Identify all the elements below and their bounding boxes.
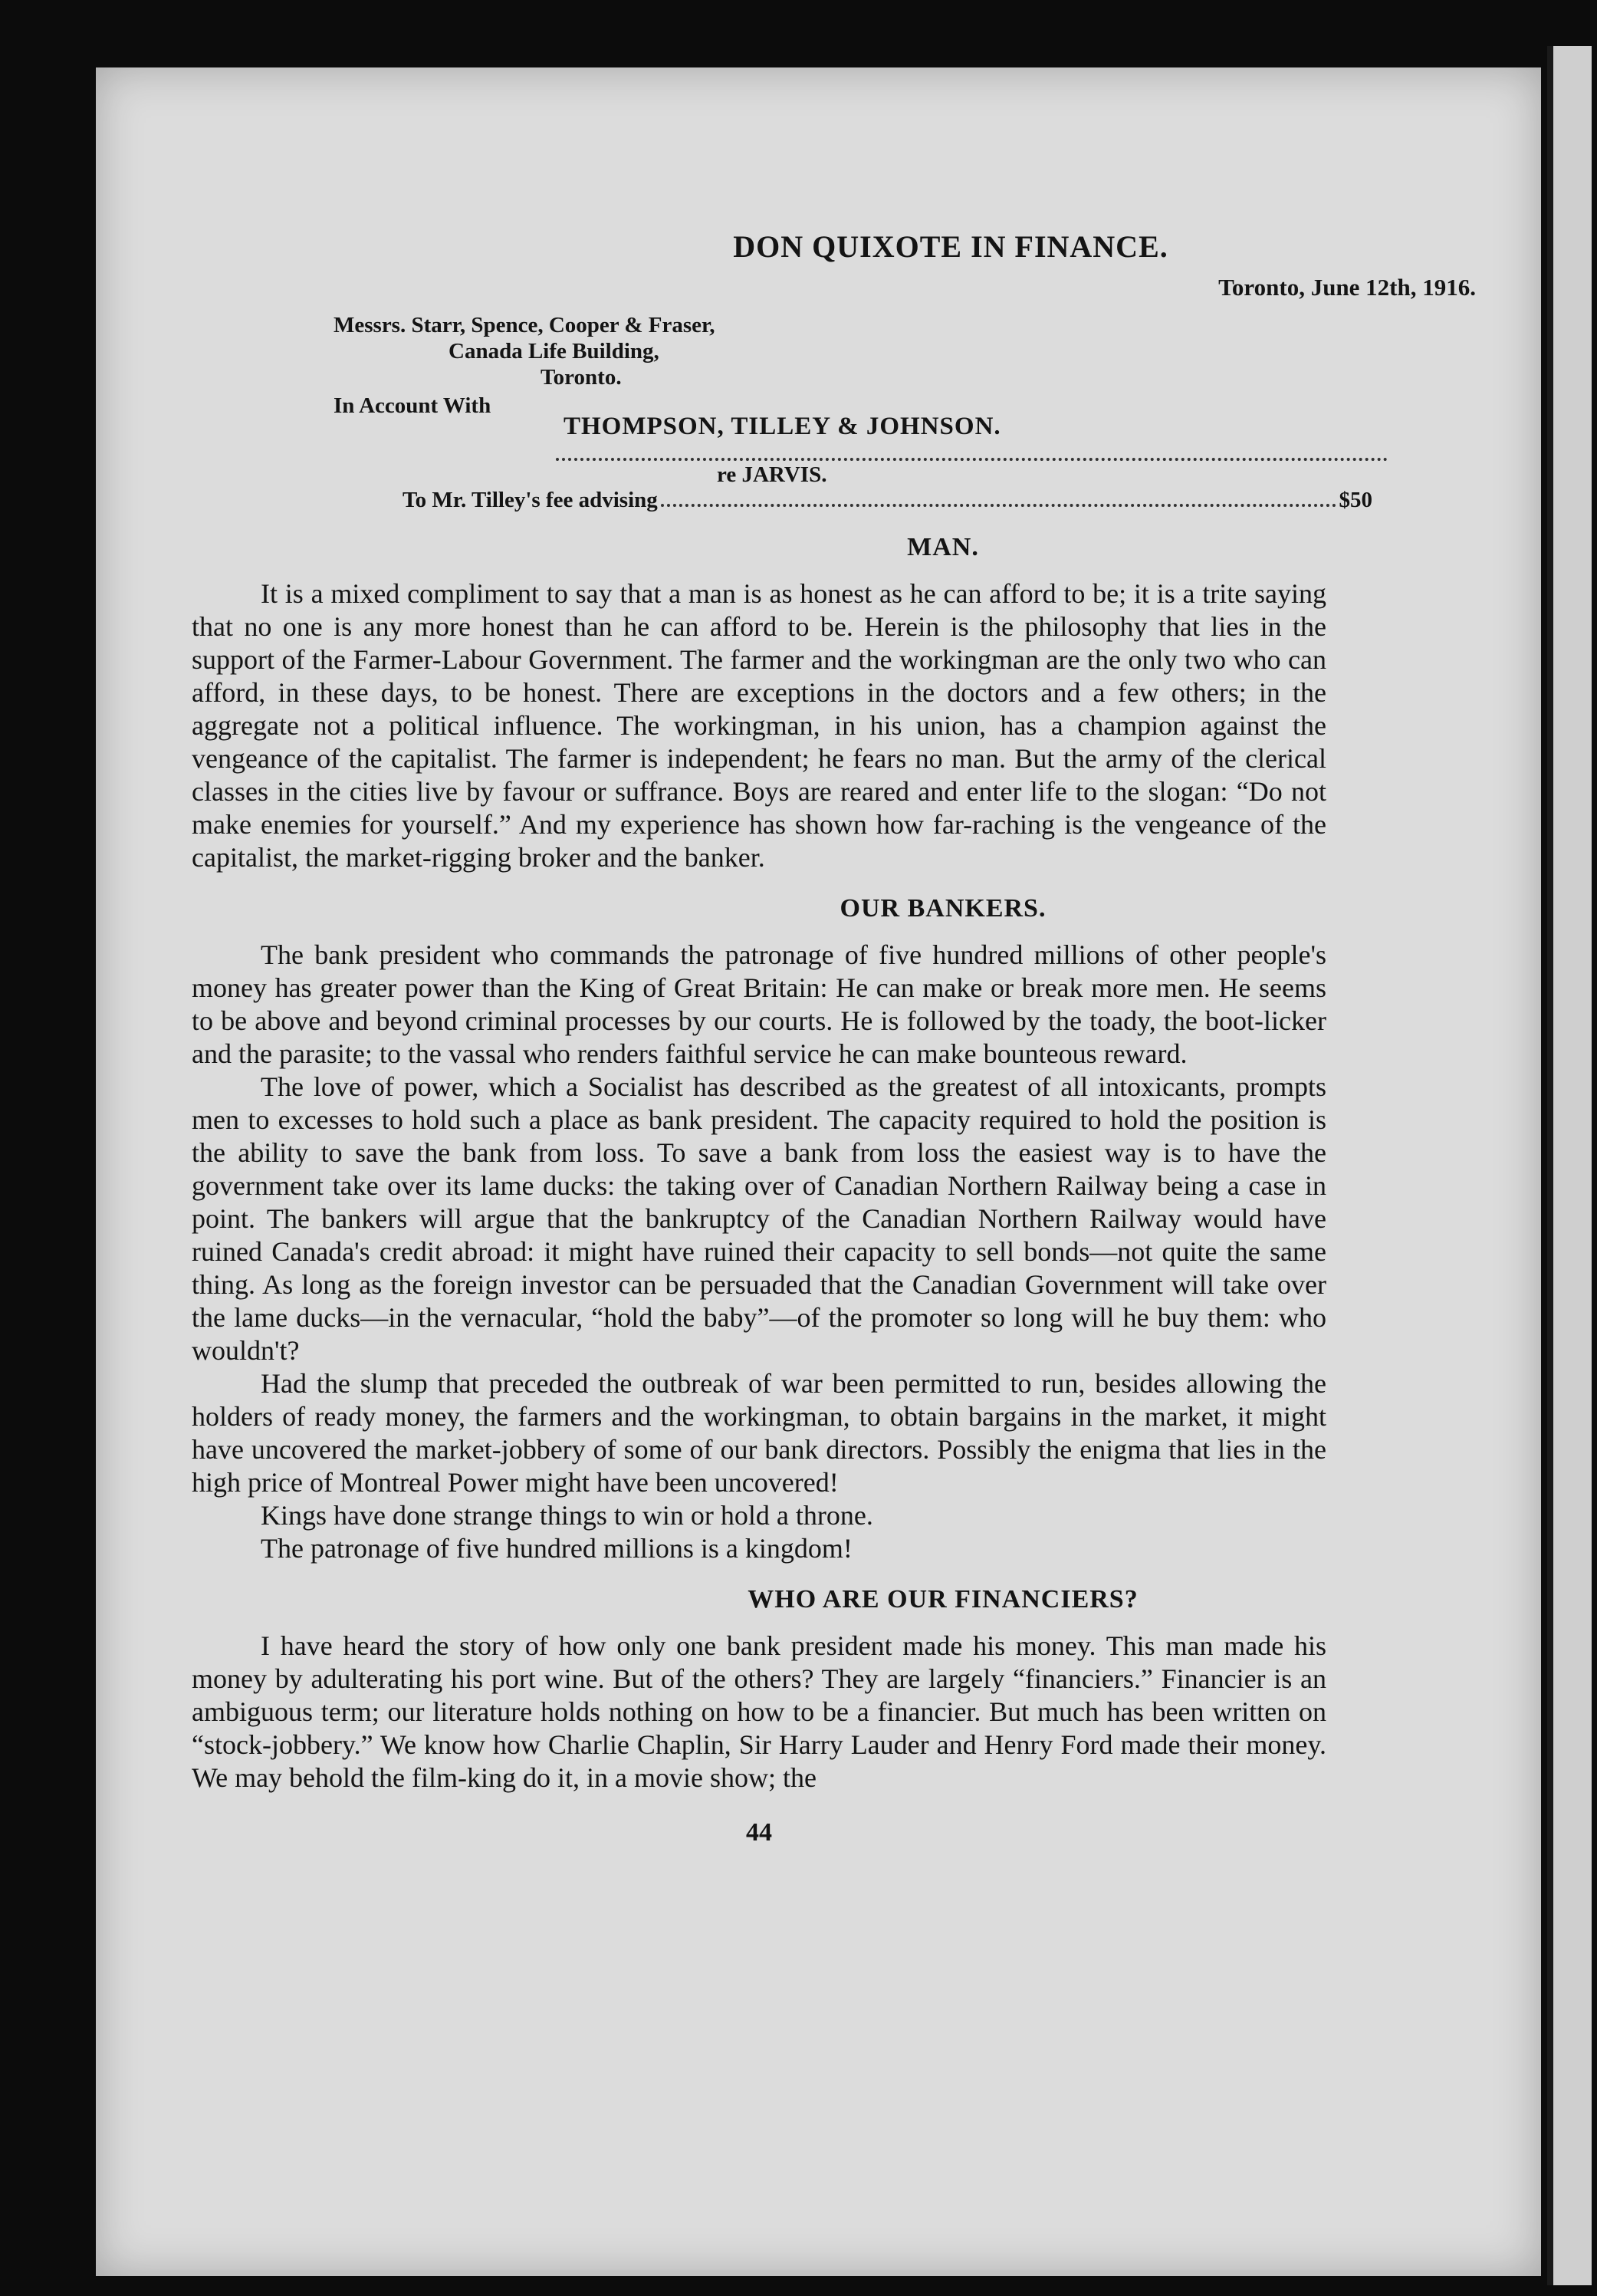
fee-label: To Mr. Tilley's fee advising [403, 488, 658, 512]
law-firm-name: THOMPSON, TILLEY & JOHNSON. [564, 413, 1001, 440]
in-account-with-label: In Account With [334, 393, 491, 418]
paragraph: It is a mixed compliment to say that a man is as honest as he can afford to be; it is a trite saying that no one is any more honest than he can afford to be. Herein is the philosophy that lies in the support of the Farmer-Labour Government. The farmer and the workingman are the only two who can afford, in these days, to be honest. There are exceptions in the doctors and a few others; in the aggregate not a political influence. The workingman, in his union, has a champion against the vengeance of the capitalist. The farmer is independent; he fears no man. But the army of the clerical classes in the cities live by favour or suffrance. Boys are reared and enter life to the slogan: “Do not make enemies for yourself.” And my experience has shown how far-raching is the vengeance of the capitalist, the market-rigging broker and the banker. [192, 578, 1326, 873]
page-title: DON QUIXOTE IN FINANCE. [733, 229, 1168, 264]
paragraph: Had the slump that preceded the outbreak of war been permitted to run, besides allowing the holders of ready money, the farmers and the workingman, to obtain bargains in the market, it might have uncovered the market-jobbery of some of our bank directors. Possibly the enigma that lies in the high price of Montreal Power might have been uncovered! [192, 1368, 1326, 1498]
fee-amount: $50 [1339, 488, 1372, 512]
page-number: 44 [746, 1818, 772, 1847]
section-body-who-are-our-financiers [192, 1630, 1326, 1849]
section-heading-man: MAN. [907, 533, 979, 561]
addressee-line: Canada Life Building, [449, 339, 659, 363]
document-page [96, 67, 1541, 2276]
paragraph: The patronage of five hundred millions is a kingdom! [261, 1533, 853, 1564]
next-page-edge [1547, 46, 1592, 2285]
section-body-man [192, 577, 1326, 874]
invoice-fee-row [403, 488, 1372, 513]
paragraph: The bank president who commands the patronage of five hundred millions of other people's money has greater power than the King of Great Britain: He can make or break more men. He seems to be above and beyond criminal processes by our courts. He is followed by the toady, the boot-licker and the parasite; to the vassal who renders faithful service he can make bounteous reward. [192, 939, 1326, 1069]
paragraph: I have heard the story of how only one bank president made his money. This man made his money by adulterating his port wine. But of the others? They are largely “financiers.” Financier is an ambiguous term; our literature holds nothing on how to be a financier. But much has been written on “stock-jobbery.” We know how Charlie Chaplin, Sir Harry Lauder and Henry Ford made their money. We may behold the film-king do it, in a movie show; the [192, 1630, 1326, 1793]
dotted-rule [556, 458, 1388, 461]
paragraph: The love of power, which a Socialist has described as the greatest of all intoxicants, prompts men to excesses to hold such a place as bank president. The capacity required to hold the position is the ability to save the bank from loss. To save a bank from loss the easiest way is to have the government take over its lame ducks: the taking over of Canadian Northern Railway being a case in point. The bankers will argue that the bankruptcy of the Canadian Northern Railway would have ruined Canada's credit abroad: it might have ruined their capacity to sell bonds—not quite the same thing. As long as the foreign investor can be persuaded that the Canadian Government will take over the lame ducks—in the vernacular, “hold the baby”—of the promoter so long will he buy them: who wouldn't? [192, 1071, 1326, 1366]
section-heading-who-are-our-financiers: WHO ARE OUR FINANCIERS? [748, 1585, 1139, 1613]
section-heading-our-bankers: OUR BANKERS. [840, 894, 1047, 923]
addressee-line: Toronto. [541, 365, 622, 390]
invoice-re-line: re JARVIS. [717, 462, 827, 487]
page-content [192, 229, 1530, 1849]
section-body-our-bankers [192, 939, 1326, 1565]
invoice-addressee [334, 312, 1530, 390]
paragraph: Kings have done strange things to win or hold a throne. [261, 1500, 873, 1531]
dot-leader [661, 504, 1336, 507]
invoice-date: Toronto, June 12th, 1916. [1218, 274, 1476, 301]
addressee-line: Messrs. Starr, Spence, Cooper & Fraser, [334, 313, 715, 337]
